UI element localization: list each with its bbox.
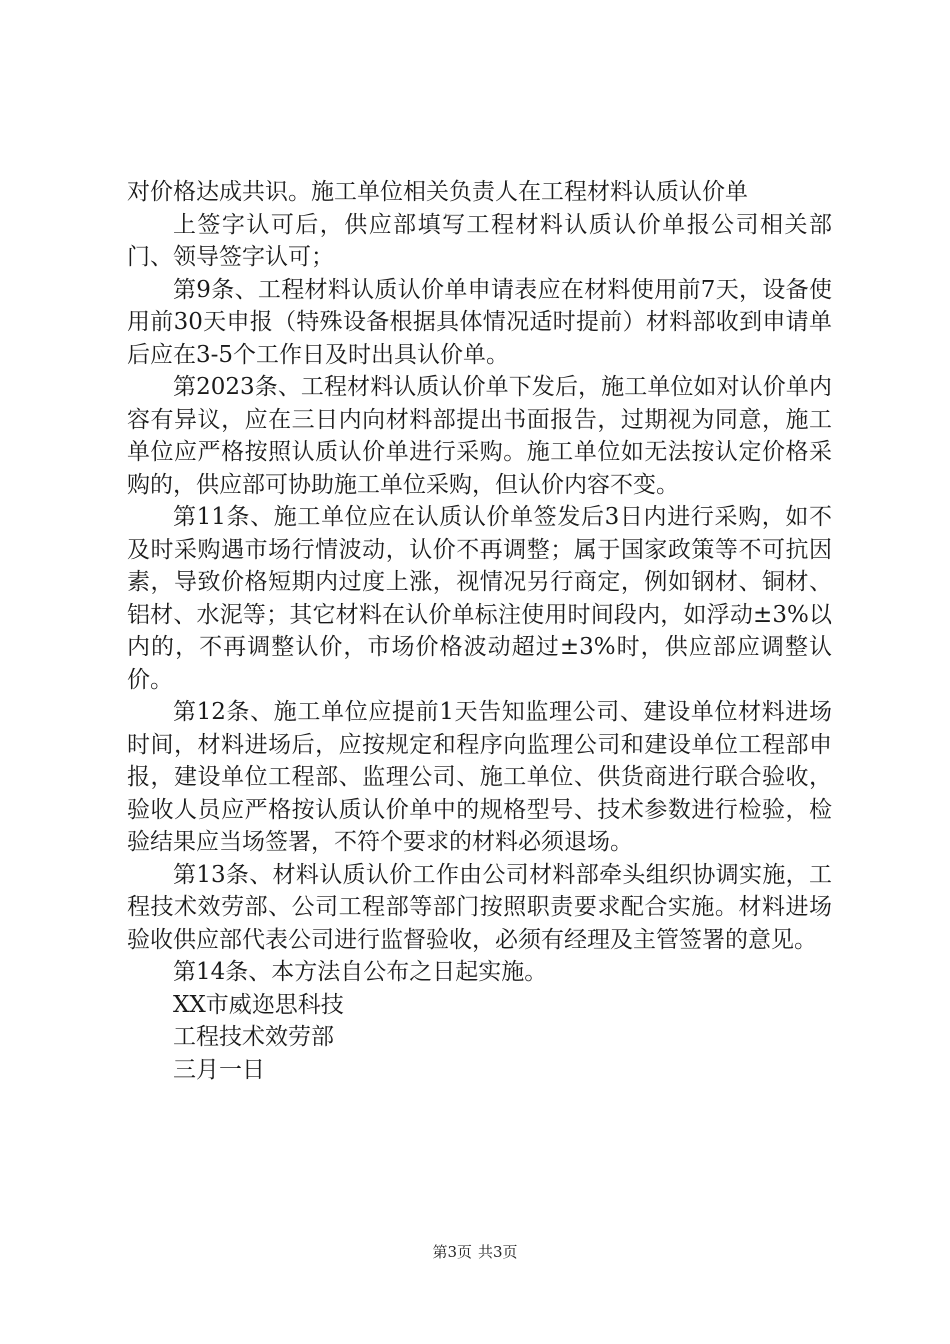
paragraph-continuation: 对价格达成共识。施工单位相关负责人在工程材料认质认价单 — [127, 179, 748, 205]
document-body — [127, 176, 832, 1086]
paragraph-article-9: 第9条、工程材料认质认价单申请表应在材料使用前7天，设备使用前30天申报（特殊设备根据具体情况适时提前）材料部收到申请单后应在3-5个工作日及时出具认价单。 — [127, 276, 832, 368]
paragraph-article-10: 第2023条、工程材料认质认价单下发后，施工单位如对认价单内容有异议，应在三日内向材料部提出书面报告，过期视为同意，施工单位应严格按照认质认价单进行采购。施工单位如无法按认定价格采购的，供应部可协助施工单位采购，但认价内容不变。 — [127, 374, 832, 498]
signature-date: 三月一日 — [173, 1056, 265, 1083]
signature-company: XX市威迩思科技 — [173, 991, 344, 1018]
signature-department: 工程技术效劳部 — [173, 1024, 334, 1050]
page-number: 第3页 — [432, 1243, 472, 1261]
page-total: 共3页 — [478, 1243, 518, 1261]
paragraph-article-12: 第12条、施工单位应提前1天告知监理公司、建设单位材料进场时间，材料进场后，应按规定和程序向监理公司和建设单位工程部申报，建设单位工程部、监理公司、施工单位、供货商进行联合验收，验收人员应严格按认质认价单中的规格型号、技术参数进行检验，检验结果应当场签署，不符个要求的材料必须退场。 — [127, 699, 832, 855]
page-footer — [0, 1242, 950, 1262]
paragraph-article-13: 第13条、材料认质认价工作由公司材料部牵头组织协调实施，工程技术效劳部、公司工程部等部门按照职责要求配合实施。材料进场验收供应部代表公司进行监督验收，必须有经理及主管签署的意见。 — [127, 861, 832, 953]
paragraph-article-14: 第14条、本方法自公布之日起实施。 — [173, 959, 548, 985]
paragraph-signoff: 上签字认可后，供应部填写工程材料认质认价单报公司相关部门、领导签字认可； — [127, 211, 832, 270]
paragraph-article-11: 第11条、施工单位应在认质认价单签发后3日内进行采购，如不及时采购遇市场行情波动，认价不再调整；属于国家政策等不可抗因素，导致价格短期内过度上涨，视情况另行商定，例如钢材、铜材、铝材、水泥等；其它材料在认价单标注使用时间段内，如浮动±3%以内的，不再调整认价，市场价格波动超过±3%时，供应部应调整认价。 — [127, 504, 832, 693]
